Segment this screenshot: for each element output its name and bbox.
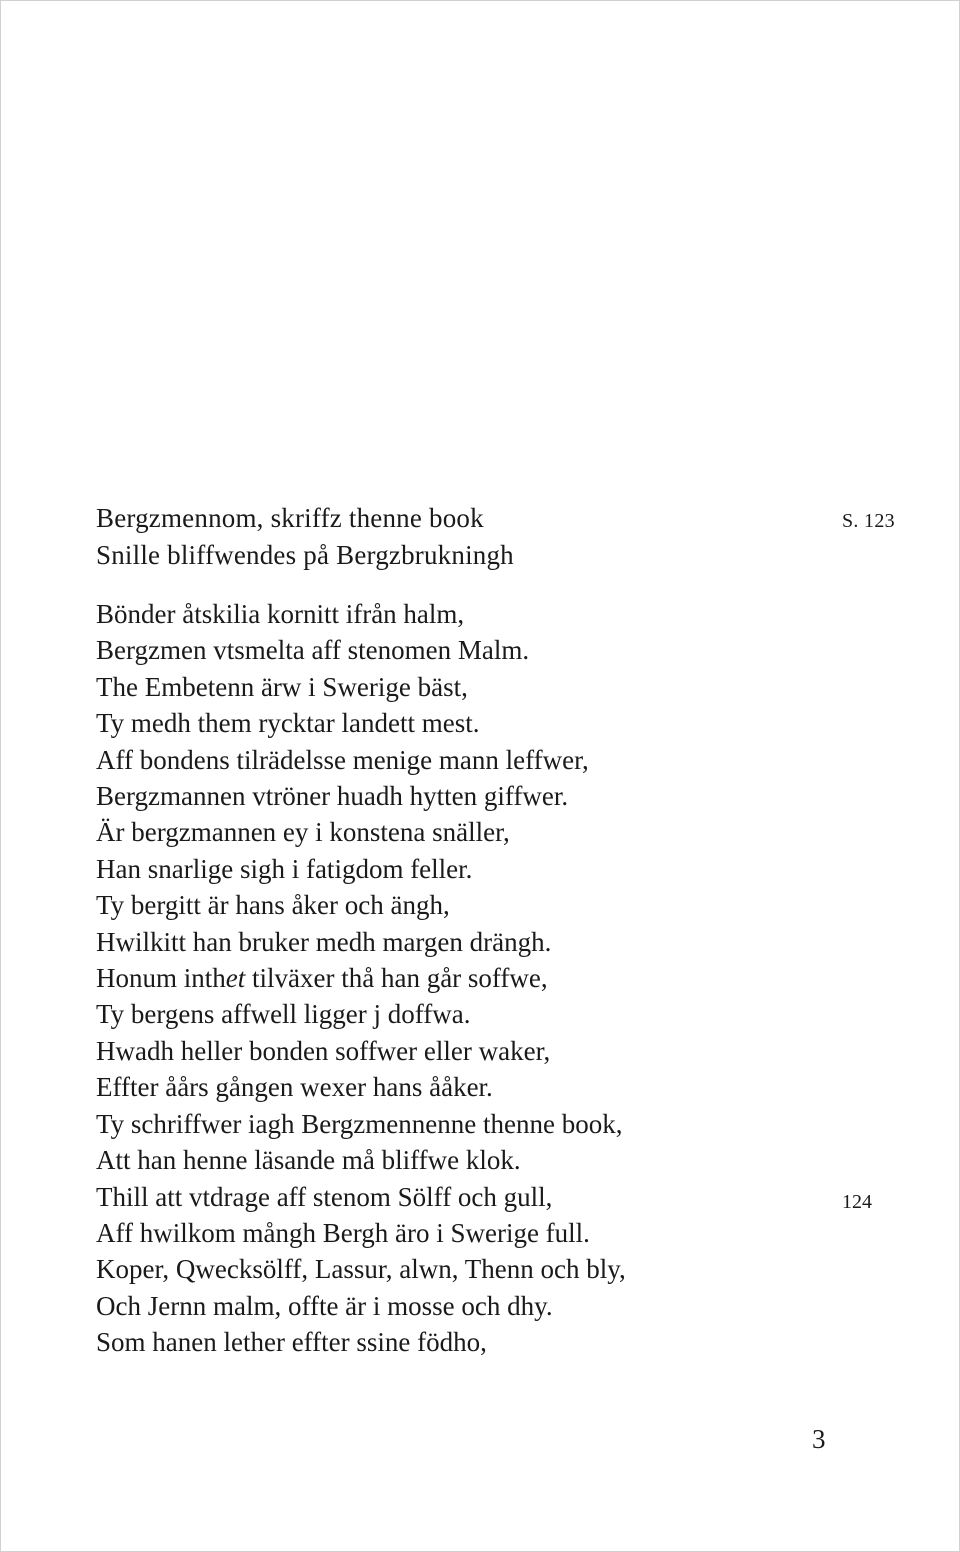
verse-line: Koper, Qwecksölff, Lassur, alwn, Thenn och bly, — [96, 1254, 626, 1285]
verse-line: Som hanen lether effter ssine födho, — [96, 1327, 487, 1358]
verse-line: The Embetenn ärw i Swerige bäst, — [96, 671, 468, 702]
verse-line: Ty schriffwer iagh Bergzmennenne thenne book, — [96, 1108, 623, 1139]
verse-line-with-italic — [96, 960, 796, 996]
verse-text: Honum inth — [96, 963, 226, 994]
verse-line: Hwilkitt han bruker medh margen drängh. — [96, 926, 552, 957]
verse-line: Effter åårs gången wexer hans ååker. — [96, 1072, 493, 1103]
line-number-reference: 124 — [842, 1191, 872, 1213]
poem-heading — [96, 500, 776, 574]
verse-line: Ty bergitt är hans åker och ängh, — [96, 890, 450, 921]
verse-line: Thill att vtdrage aff stenom Sölff och gull, — [96, 1181, 553, 1212]
verse-line: Att han henne läsande må bliffwe klok. — [96, 1145, 521, 1176]
verse-line: Och Jernn malm, offte är i mosse och dhy. — [96, 1290, 553, 1321]
source-page-reference: S. 123 — [842, 510, 895, 532]
verse-line: Bergzmen vtsmelta aff stenomen Malm. — [96, 635, 530, 666]
italic-expansion: et — [225, 963, 246, 994]
verse-line: Hwadh heller bonden soffwer eller waker, — [96, 1035, 551, 1066]
heading-line-1: Bergzmennom, skriffz thenne book — [96, 503, 484, 533]
verse-line: Aff hwilkom mångh Bergh äro i Swerige full. — [96, 1217, 590, 1248]
verse-line: Ty bergens affwell ligger j doffwa. — [96, 999, 471, 1030]
verse-text: tilväxer thå han går soffwe, — [245, 963, 548, 994]
verse-line: Han snarlige sigh i fatigdom feller. — [96, 853, 473, 884]
verse-line: Aff bondens tilrädelsse menige mann leffwer, — [96, 744, 589, 775]
heading-line-2: Snille bliffwendes på Bergzbrukningh — [96, 540, 514, 570]
verse-line: Ty medh them rycktar landett mest. — [96, 708, 480, 739]
verse-line: Bönder åtskilia kornitt ifrån halm, — [96, 599, 465, 629]
poem-verse — [96, 596, 796, 1361]
verse-line: Är bergzmannen ey i konstena snäller, — [96, 817, 510, 848]
verse-line: Bergzmannen vtröner huadh hytten giffwer. — [96, 781, 569, 812]
page-number: 3 — [812, 1424, 826, 1454]
